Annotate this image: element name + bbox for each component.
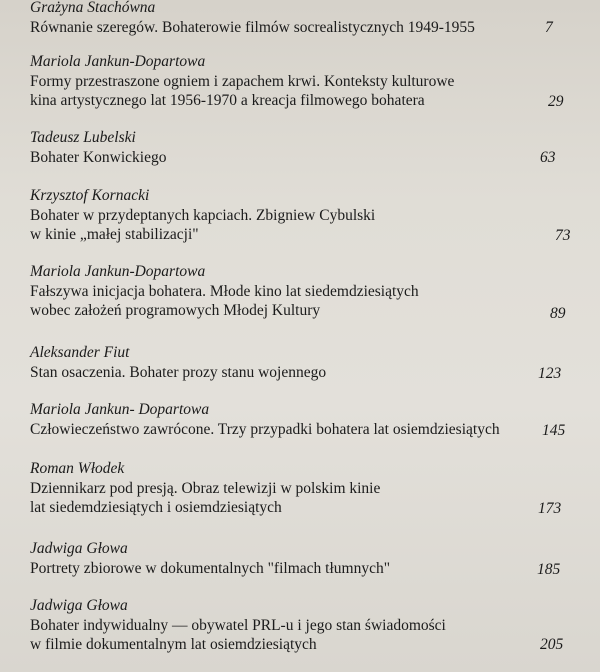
entry-page-number: 173 bbox=[538, 500, 562, 517]
toc-entry bbox=[30, 128, 576, 167]
toc-entry bbox=[30, 0, 576, 37]
entry-page-number: 123 bbox=[538, 365, 562, 382]
entry-author: Aleksander Fiut bbox=[30, 344, 130, 361]
entry-title-line: lat siedemdziesiątych i osiemdziesiątych bbox=[30, 499, 282, 516]
entry-page-number: 73 bbox=[555, 227, 571, 244]
toc-entry bbox=[30, 596, 576, 654]
entry-page-number: 29 bbox=[548, 93, 564, 110]
entry-page-number: 89 bbox=[550, 305, 566, 322]
entry-author: Mariola Jankun-Dopartowa bbox=[30, 263, 206, 280]
entry-author: Jadwiga Głowa bbox=[30, 597, 128, 614]
entry-author: Grażyna Stachówna bbox=[30, 0, 156, 16]
entry-title-line: Stan osaczenia. Bohater prozy stanu wojennego bbox=[30, 364, 327, 381]
entry-page-number: 145 bbox=[542, 422, 566, 439]
toc-entry bbox=[30, 400, 576, 439]
entry-title-line: Fałszywa inicjacja bohatera. Młode kino lat siedemdziesiątych bbox=[30, 283, 419, 300]
entry-author: Mariola Jankun-Dopartowa bbox=[30, 53, 206, 70]
entry-author: Jadwiga Głowa bbox=[30, 540, 128, 557]
toc-entry bbox=[30, 343, 576, 382]
toc-entry bbox=[30, 539, 576, 578]
entry-title-line: Formy przestraszone ogniem i zapachem krwi. Konteksty kulturowe bbox=[30, 73, 455, 90]
entry-title-line: kina artystycznego lat 1956-1970 a kreacja filmowego bohatera bbox=[30, 92, 425, 109]
entry-page-number: 205 bbox=[540, 636, 564, 653]
toc-entry bbox=[30, 459, 576, 517]
entry-title-line: w filmie dokumentalnym lat osiemdziesiątych bbox=[30, 636, 317, 653]
entry-title-line: Bohater Konwickiego bbox=[30, 149, 167, 166]
entry-page-number: 7 bbox=[545, 19, 553, 36]
entry-page-number: 185 bbox=[537, 561, 561, 578]
toc-entry bbox=[30, 262, 576, 320]
entry-title-line: Człowieczeństwo zawrócone. Trzy przypadki bohatera lat osiemdziesiątych bbox=[30, 421, 500, 438]
entry-author: Krzysztof Kornacki bbox=[30, 187, 150, 204]
entry-author: Mariola Jankun- Dopartowa bbox=[30, 401, 210, 418]
entry-title-line: Dziennikarz pod presją. Obraz telewizji w polskim kinie bbox=[30, 480, 381, 497]
entry-title-line: Bohater indywidualny — obywatel PRL-u i jego stan świadomości bbox=[30, 617, 446, 634]
entry-title-line: Portrety zbiorowe w dokumentalnych "filmach tłumnych" bbox=[30, 560, 391, 577]
toc-entry bbox=[30, 186, 576, 244]
entry-author: Tadeusz Lubelski bbox=[30, 129, 136, 146]
entry-title-line: wobec założeń programowych Młodej Kultury bbox=[30, 302, 321, 319]
entry-author: Roman Włodek bbox=[30, 460, 125, 477]
entry-title-line: w kinie „małej stabilizacji" bbox=[30, 226, 199, 243]
entry-page-number: 63 bbox=[540, 149, 556, 166]
entry-title-line: Równanie szeregów. Bohaterowie filmów socrealistycznych 1949-1955 bbox=[30, 19, 475, 36]
entry-title-line: Bohater w przydeptanych kapciach. Zbigniew Cybulski bbox=[30, 207, 376, 224]
toc-entry bbox=[30, 52, 576, 110]
